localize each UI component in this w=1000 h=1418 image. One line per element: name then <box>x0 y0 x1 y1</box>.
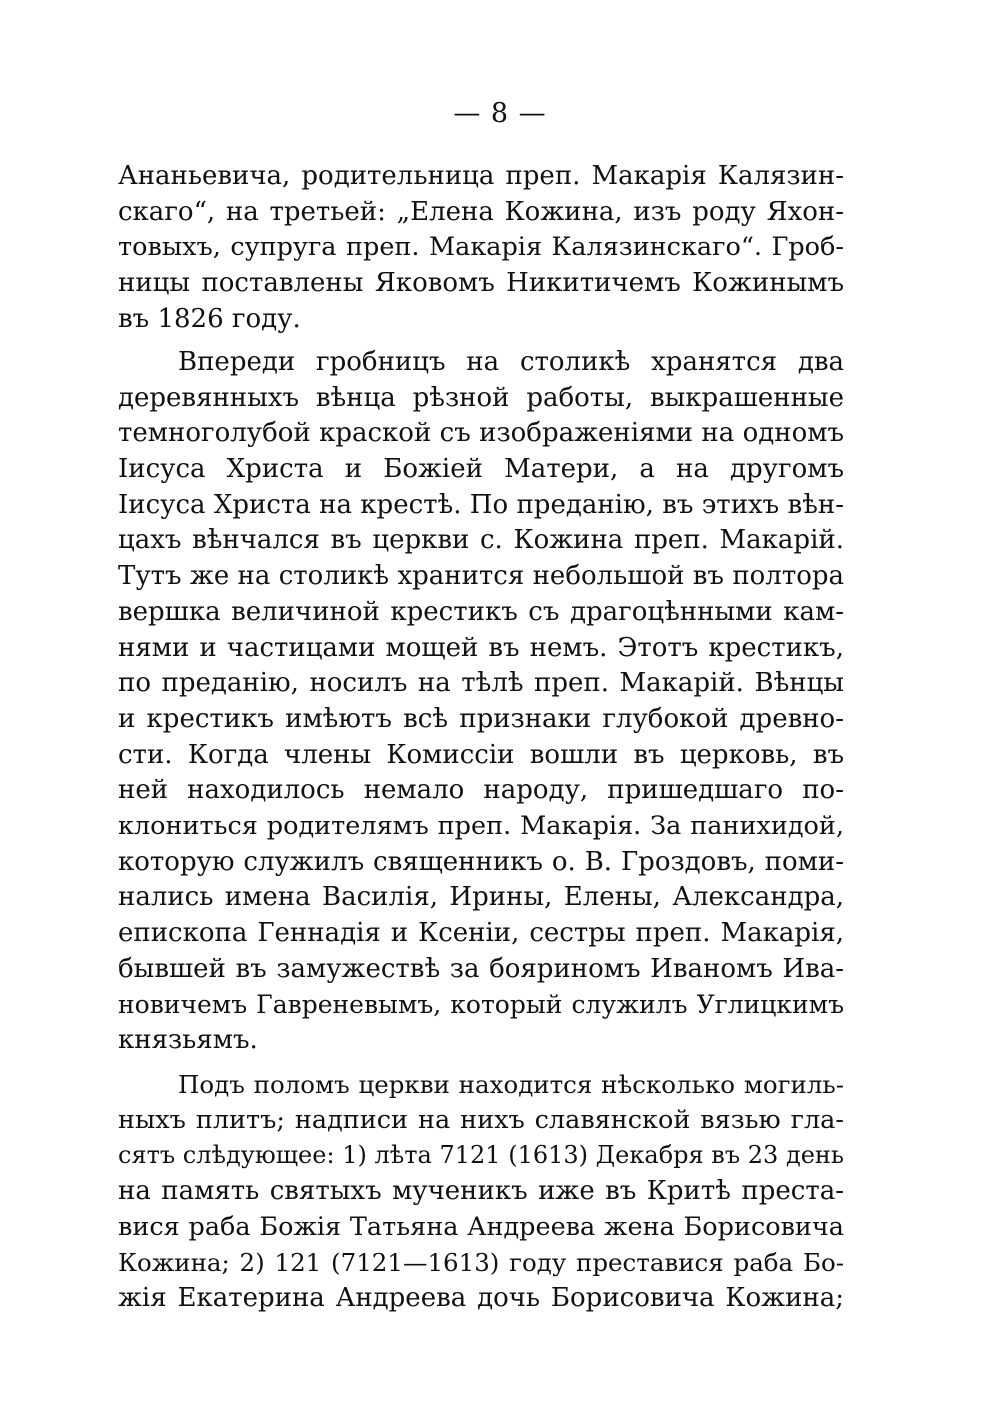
text-line: Подъ поломъ церкви находится нѣсколько могиль- <box>178 1070 844 1099</box>
page-number: — 8 — <box>453 98 547 129</box>
text-line: клониться родителямъ преп. Макарія. За панихидой, <box>118 810 844 841</box>
text-line: вися раба Божія Татьяна Андреева жена Борисовича <box>118 1211 844 1242</box>
text-line: новичемъ Гавреневымъ, который служилъ Углицкимъ <box>118 990 844 1020</box>
text-line: темноголубой краской съ изображеніями на одномъ <box>118 418 844 449</box>
text-line: нями и частицами мощей въ немъ. Этотъ крестикъ, <box>118 632 844 663</box>
text-line: жія Екатерина Андреева дочь Борисовича Кожина; <box>118 1283 844 1314</box>
text-line: Впереди гробницъ на столикѣ хранятся два <box>178 347 844 377</box>
paragraph <box>118 159 844 337</box>
text-line: сти. Когда члены Комиссіи вошли въ церковь, въ <box>118 739 844 770</box>
text-line: по преданію, носилъ на тѣлѣ преп. Макарій. Вѣнцы <box>118 668 844 699</box>
text-line: епископа Геннадія и Ксеніи, сестры преп. Макарія, <box>118 918 844 948</box>
text-line: Кожина; 2) 121 (7121—1613) году преставися раба Бо- <box>118 1248 844 1278</box>
text-line: вершка величиной крестикъ съ драгоцѣнными кам- <box>118 596 844 627</box>
text-line: цахъ вѣнчался въ церкви с. Кожина преп. Макарій. <box>118 525 844 556</box>
text-line: на память святыхъ мученикъ иже въ Критѣ преста- <box>118 1176 844 1207</box>
text-line: скаго“, на третьей: „Елена Кожина, изъ роду Яхон- <box>118 196 844 227</box>
text-line: и крестикъ имѣютъ всѣ признаки глубокой древно- <box>118 703 844 734</box>
text-line: которую служилъ священникъ о. В. Гроздовъ, поми- <box>118 846 844 877</box>
paragraph <box>118 345 844 1059</box>
text-line: деревянныхъ вѣнца рѣзной работы, выкрашенные <box>118 382 844 413</box>
text-line: князьямъ. <box>118 1025 258 1056</box>
text-line: нались имена Василія, Ирины, Елены, Александра, <box>118 882 844 913</box>
paragraph <box>118 1067 844 1317</box>
text-line: бывшей въ замужествѣ за бояриномъ Иваномъ Ива- <box>118 953 844 984</box>
text-line: ней находилось немало народу, пришедшаго по- <box>118 775 844 806</box>
text-line: Ананьевича, родительница преп. Макарія Калязин- <box>118 161 844 191</box>
text-line: ныхъ плитъ; надписи на нихъ славянской вязью гла- <box>118 1104 844 1135</box>
text-line: Іисуса Христа и Божіей Матери, а на другомъ <box>118 454 844 485</box>
text-line: ницы поставлены Яковомъ Никитичемъ Кожинымъ <box>118 268 844 299</box>
text-line: въ 1826 году. <box>118 303 301 334</box>
text-line: Іисуса Христа на крестѣ. По преданію, въ этихъ вѣн- <box>118 489 844 520</box>
text-line: Тутъ же на столикѣ хранится небольшой въ полтора <box>118 561 844 592</box>
text-line: товыхъ, супруга преп. Макарія Калязинскаго“. Гроб- <box>118 232 844 263</box>
text-line: сятъ слѣдующее: 1) лѣта 7121 (1613) Декабря въ 23 день <box>118 1141 844 1170</box>
